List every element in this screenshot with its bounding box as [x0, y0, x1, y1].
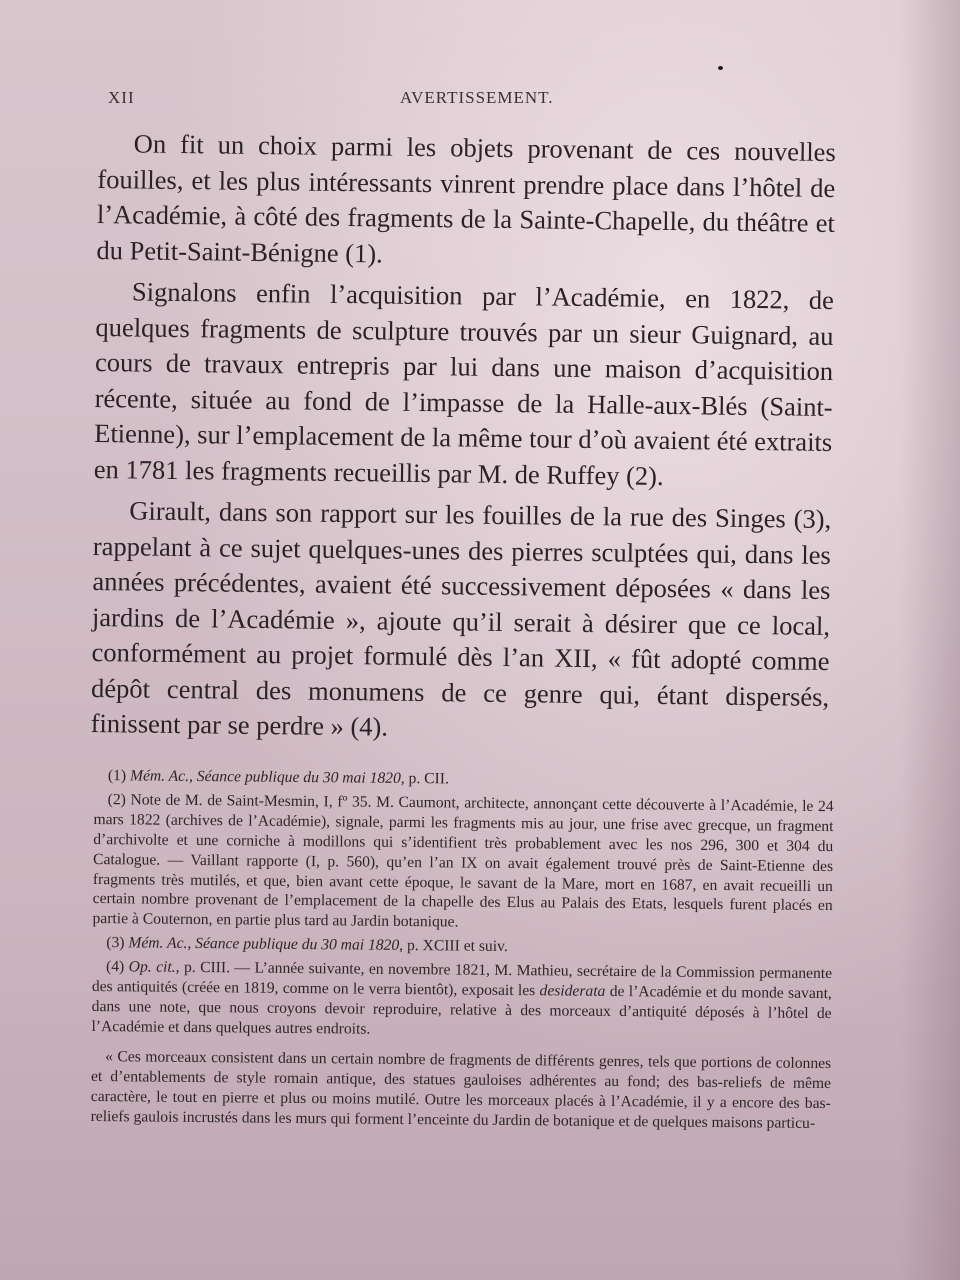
footnote-1 — [94, 766, 834, 793]
footnote-2 — [92, 790, 833, 936]
footnote-reference: Mém. Ac., Séance publique du 30 mai 1820, — [128, 934, 404, 955]
footnote-text-continued: de l’Académie et du monde savant, dans une note, que nous croyons devoir reproduire, relative à des morceaux d’antiquité déposés à l’hôtel de l’Académie et dans quelques autres endroits. — [91, 982, 832, 1038]
footnote-text: p. CII. — [404, 769, 449, 788]
footnote-text: Note de M. de Saint-Mesmin, I, fº 35. M. Caumont, architecte, annonçant cette découverte à l’Académie, le 24 mars 1822 (archives de l’Académie), signale, parmi les fragments mis au jour, une frise avec grecque, un fragment d’archivolte et une corniche à modillons qui s’identifient très probablement avec les nos 296, 300 et 304 du Catalogue. — Vaillant rapporte (I, p. 560), qu’en l’an IX on avait également trouvé près de Saint-Etienne des fragments très mutilés, et que, bien avant cette époque, le savant de la Mare, mort en 1687, en avait recueilli un certain nombre provenant de l’emplacement de la chapelle des Elus au Palais des Etats, lesquels furent placés en partie à Couternon, en partie plus tard au Jardin botanique. — [92, 791, 834, 931]
footnote-marker: (2) — [107, 791, 126, 809]
footnote-marker: (3) — [106, 934, 125, 952]
footnote-marker: (1) — [107, 767, 127, 785]
footnote-reference: Mém. Ac., Séance publique du 30 mai 1820, — [129, 767, 405, 787]
footnote-reference: Op. cit. — [128, 958, 176, 976]
paragraph-2: Signalons enfin l’acquisition par l’Académie, en 1822, de quelques fragments de sculpture trouvés par un sieur Guignard, au cours de travaux entrepris par lui dans une maison d’acquisition récente, située au fond de l’impasse de la Halle-aux-Blés (Saint-Etienne), sur l’emplacement de la même tour d’où avaient été extraits en 1781 les fragments recueillis par M. de Ruffey (2). — [93, 276, 835, 491]
footnote-3 — [92, 933, 832, 960]
page-header — [108, 88, 828, 112]
footnote-marker: (4) — [105, 958, 125, 976]
footnotes — [91, 766, 834, 1137]
footnote-4 — [91, 957, 832, 1044]
footnote-emphasis: desiderata — [539, 982, 606, 1000]
running-title: AVERTISSEMENT. — [400, 88, 554, 107]
paragraph-3: Girault, dans son rapport sur les fouilles de la rue des Singes (3), rappelant à ce sujet quelques-unes des pierres sculptées qui, dans les années précédentes, avaient été successivement déposées « dans les jardins de l’Académie », ajoute qu’il serait à désirer que ce local, conformément au projet formulé dès l’an XII, « fût adopté comme dépôt central des monumens de ce genre qui, étant dispersés, finissent par se perdre » (4). — [90, 495, 832, 742]
page-number: XII — [108, 88, 135, 107]
ink-speck — [718, 66, 723, 70]
footnote-quotation: « Ces morceaux consistent dans un certain nombre de fragments de différents genres, tels que portions de colonnes et d’entablements de style romain antique, des statues gauloises adhérentes au fond; des bas-reliefs de même caractère, le tout en pierre et plus ou moins mutilé. Outre les morceaux placés à l’Académie, il y a encore des bas-reliefs gaulois incrustés dans les murs qui forment l’enceinte du Jardin de botanique et de quelques maisons particu- — [90, 1047, 832, 1132]
footnote-text: p. XCIII et suiv. — [403, 937, 508, 956]
paragraph-1: On fit un choix parmi les objets provenant de ces nouvelles fouilles, et les plus intéressants vinrent prendre place dans l’hôtel de l’Académie, à côté des fragments de la Sainte-Chapelle, du théâtre et du Petit-Saint-Bénigne (1). — [96, 128, 836, 268]
footnote-text: , p. CIII. — L’année suivante, en novembre 1821, M. Mathieu, secrétaire de la Commission permanente des antiquités (créée en 1819, comme on le verra bientôt), exposait les — [91, 958, 833, 1000]
page-curl-shadow — [900, 0, 960, 1280]
main-text — [90, 126, 836, 756]
